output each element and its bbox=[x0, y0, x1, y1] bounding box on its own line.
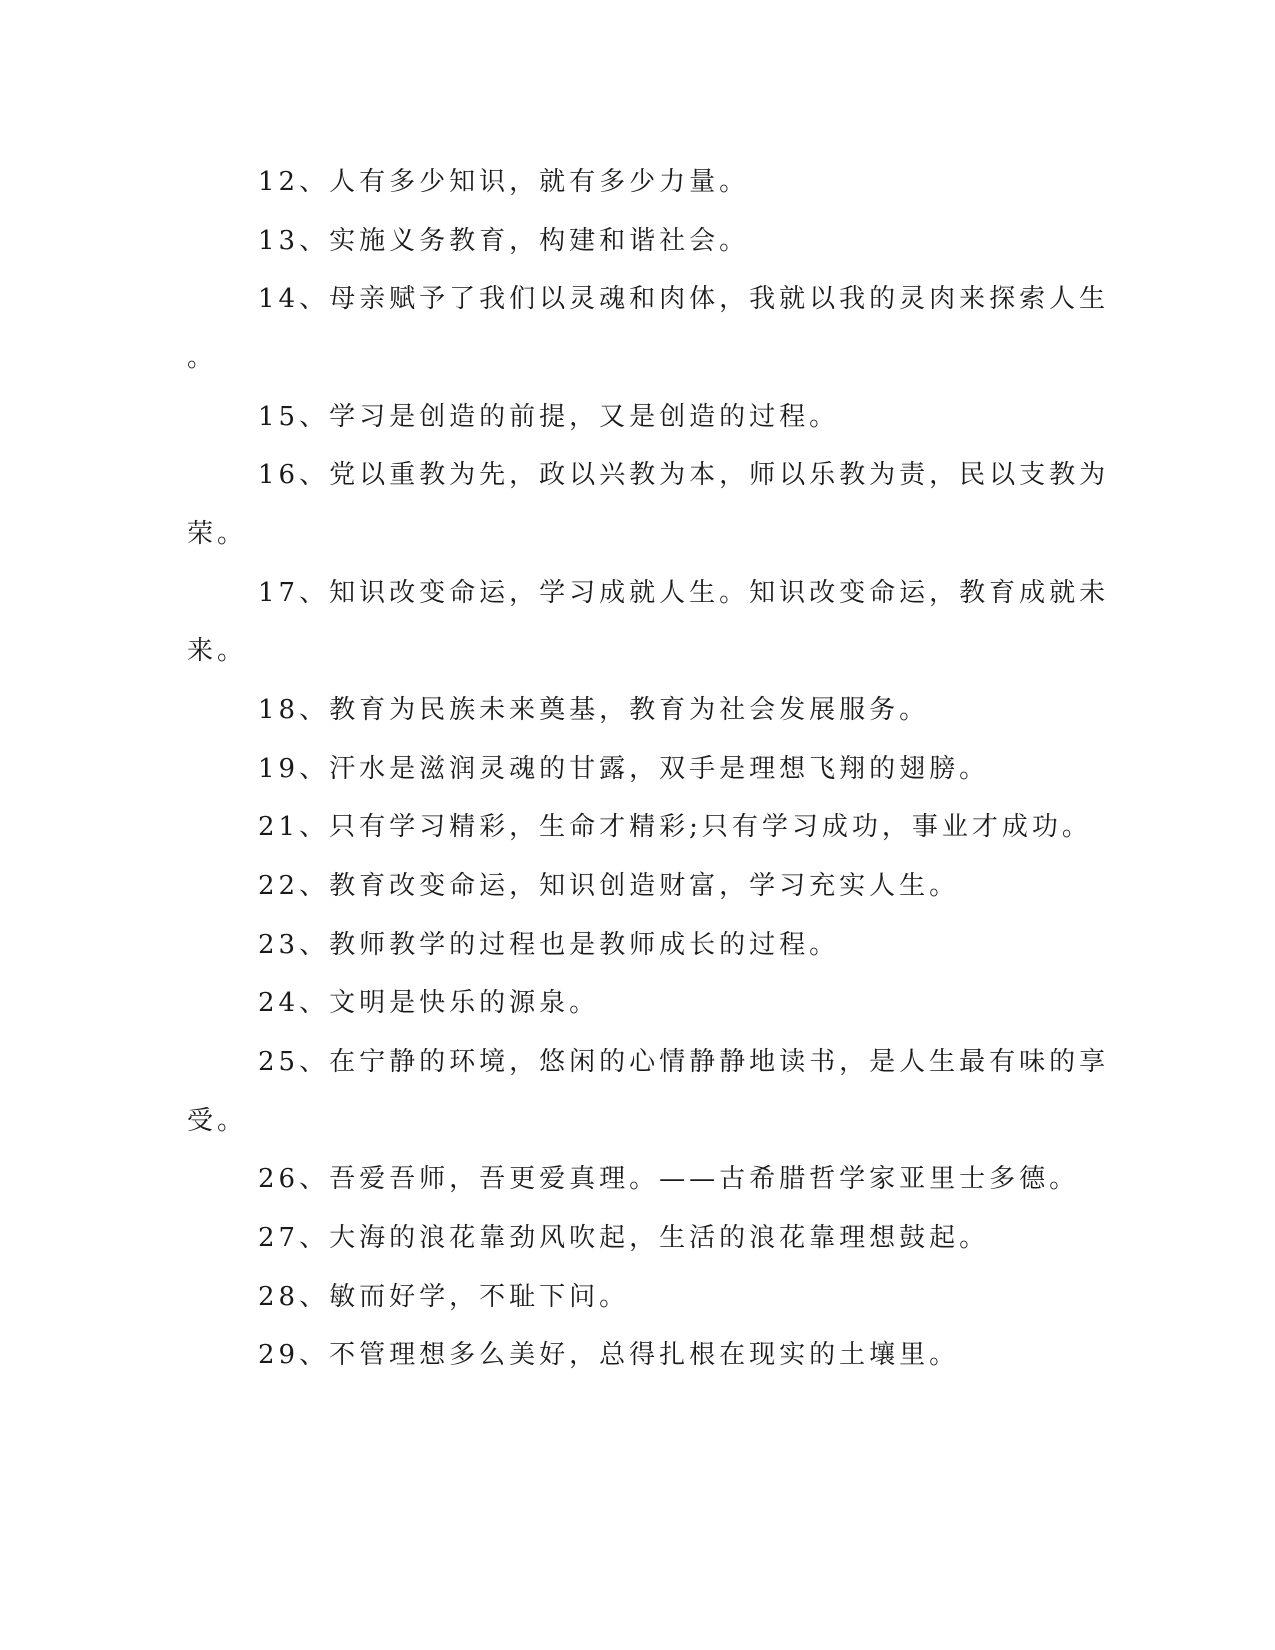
quote-line-12: 12、人有多少知识，就有多少力量。 bbox=[258, 167, 750, 197]
quote-line-15: 15、学习是创造的前提，又是创造的过程。 bbox=[258, 402, 840, 432]
quote-line-24: 24、文明是快乐的源泉。 bbox=[258, 988, 600, 1018]
quote-line-17: 17、知识改变命运，学习成就人生。知识改变命运，教育成就未 bbox=[258, 578, 1110, 608]
quote-line-13: 13、实施义务教育，构建和谐社会。 bbox=[258, 226, 750, 256]
quote-line-23: 23、教师教学的过程也是教师成长的过程。 bbox=[258, 930, 840, 960]
quote-line-28: 28、敏而好学，不耻下问。 bbox=[258, 1282, 630, 1312]
quote-line-14-continued: 。 bbox=[187, 343, 218, 373]
quote-line-19: 19、汗水是滋润灵魂的甘露，双手是理想飞翔的翅膀。 bbox=[258, 754, 990, 784]
quote-line-25-continued: 受。 bbox=[187, 1106, 248, 1136]
quote-line-27: 27、大海的浪花靠劲风吹起，生活的浪花靠理想鼓起。 bbox=[258, 1223, 990, 1253]
quote-line-25: 25、在宁静的环境，悠闲的心情静静地读书，是人生最有味的享 bbox=[258, 1047, 1110, 1077]
quote-line-22: 22、教育改变命运，知识创造财富，学习充实人生。 bbox=[258, 871, 960, 901]
quote-line-17-continued: 来。 bbox=[187, 636, 248, 666]
quote-line-26: 26、吾爱吾师，吾更爱真理。——古希腊哲学家亚里士多德。 bbox=[258, 1164, 1080, 1194]
quote-line-16-continued: 荣。 bbox=[187, 519, 248, 549]
quote-line-16: 16、党以重教为先，政以兴教为本，师以乐教为责，民以支教为 bbox=[258, 460, 1110, 490]
quote-line-14: 14、母亲赋予了我们以灵魂和肉体，我就以我的灵肉来探索人生 bbox=[258, 284, 1110, 314]
quote-line-18: 18、教育为民族未来奠基，教育为社会发展服务。 bbox=[258, 695, 930, 725]
quote-line-21: 21、只有学习精彩，生命才精彩;只有学习成功，事业才成功。 bbox=[258, 812, 1092, 842]
quote-line-29: 29、不管理想多么美好，总得扎根在现实的土壤里。 bbox=[258, 1340, 960, 1370]
